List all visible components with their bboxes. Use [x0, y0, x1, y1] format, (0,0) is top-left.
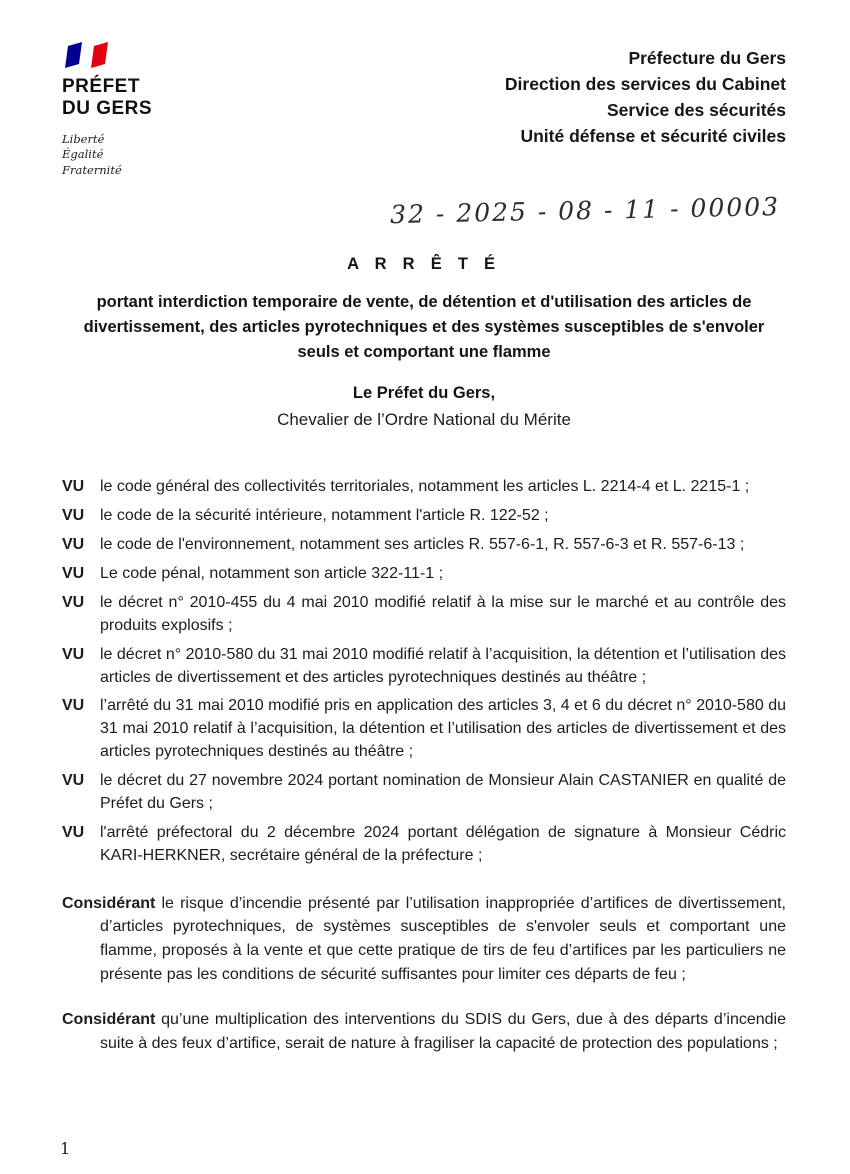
vu-item	[62, 770, 786, 816]
motto-line-fraternite: Fraternité	[62, 162, 122, 177]
vu-label: VU	[62, 565, 85, 583]
vu-item	[62, 592, 786, 638]
vu-label: VU	[62, 823, 85, 841]
handwritten-reference-number: 32 - 2025 - 08 - 11 - 00003	[389, 192, 781, 230]
vu-item	[62, 695, 786, 764]
document-subtitle: portant interdiction temporaire de vente, de détention et d'utilisation des articles de divertissement, des articles pyrotechniques et des systèmes susceptibles de s'envoler seuls et comportant une flamme	[83, 293, 765, 361]
vu-label: VU	[62, 536, 85, 554]
letterhead-line-prefecture: Préfecture du Gers	[628, 48, 786, 68]
logo-prefet-text: PRÉFET	[62, 76, 140, 97]
vu-text: le code de la sécurité intérieure, notamment l'article R. 122-52 ;	[100, 507, 549, 525]
vu-label: VU	[62, 645, 85, 663]
considerants-section	[62, 892, 786, 1056]
vu-text: Le code pénal, notamment son article 322-11-1 ;	[100, 565, 444, 583]
letterhead-line-service: Service des sécurités	[606, 99, 786, 120]
vu-label: VU	[62, 772, 85, 790]
issuer-name: Le Préfet du Gers,	[352, 384, 496, 403]
vu-label: VU	[62, 478, 85, 496]
letterhead-line-unite: Unité défense et sécurité civiles	[520, 125, 786, 146]
vu-text: le décret du 27 novembre 2024 portant nomination de Monsieur Alain CASTANIER en qualité de Préfet du Gers ;	[100, 772, 786, 812]
logo-motto	[62, 132, 212, 179]
vu-label: VU	[62, 593, 85, 611]
vu-label: VU	[62, 507, 85, 525]
french-flag-icon	[64, 42, 110, 68]
visas-section	[62, 476, 786, 867]
considerant-text: le risque d’incendie présenté par l’utilisation inappropriée d’artifices de divertissement, d’articles pyrotechniques, de systèmes susceptibles de s'envoler seuls et comportant une flamme, proposés à la vente et que cette pratique de tirs de feu d’artifices par les particuliers ne présente pas les conditions de sécurité suffisantes pour limiter ces départs de feu ;	[100, 894, 787, 983]
considerant-item	[62, 892, 786, 987]
header	[62, 40, 786, 178]
vu-item	[62, 534, 786, 557]
vu-item	[62, 505, 786, 528]
vu-label: VU	[62, 697, 85, 715]
document-title: A R R Ê T É	[347, 255, 501, 274]
vu-item	[62, 822, 786, 868]
logo-territory-text: DU GERS	[62, 97, 153, 119]
considerant-item	[62, 1008, 786, 1055]
vu-text: le code de l'environnement, notamment ses articles R. 557-6-1, R. 557-6-3 et R. 557-6-13 ;	[100, 536, 745, 554]
vu-item	[62, 644, 786, 690]
vu-text: l’arrêté du 31 mai 2010 modifié pris en application des articles 3, 4 et 6 du décret n° 2010-580 du 31 mai 2010 relatif à l’acquisition, la détention et l’utilisation des articles de divertissement et des articles pyrotechniques destinés au théâtre ;	[100, 697, 786, 761]
issuer-honorific: Chevalier de l’Ordre National du Mérite	[277, 410, 571, 430]
vu-text: le code général des collectivités territoriales, notamment les articles L. 2214-4 et L. 2215-1 ;	[100, 478, 750, 496]
considerant-label: Considérant	[62, 1011, 156, 1029]
page-number: 1	[60, 1139, 71, 1158]
motto-line-egalite: Égalité	[62, 147, 104, 162]
letterhead	[505, 40, 786, 150]
considerant-text: qu’une multiplication des interventions du SDIS du Gers, due à des départs d’incendie suite à des feux d’artifice, serait de nature à fragiliser la capacité de protection des populations ;	[100, 1011, 786, 1052]
vu-item	[62, 563, 786, 586]
vu-text: l'arrêté préfectoral du 2 décembre 2024 portant délégation de signature à Monsieur Cédric KARI-HERKNER, secrétaire général de la préfecture ;	[100, 823, 786, 864]
vu-item	[62, 476, 786, 499]
motto-line-liberte: Liberté	[62, 131, 105, 146]
letterhead-line-direction: Direction des services du Cabinet	[504, 73, 786, 94]
vu-text: le décret n° 2010-455 du 4 mai 2010 modifié relatif à la mise sur le marché et au contrôle des produits explosifs ;	[100, 593, 786, 634]
considerant-label: Considérant	[62, 894, 156, 912]
vu-text: le décret n° 2010-580 du 31 mai 2010 modifié relatif à l’acquisition, la détention et l’utilisation des articles de divertissement et des articles pyrotechniques destinés au théâtre ;	[100, 645, 786, 686]
prefecture-logo	[62, 40, 212, 178]
